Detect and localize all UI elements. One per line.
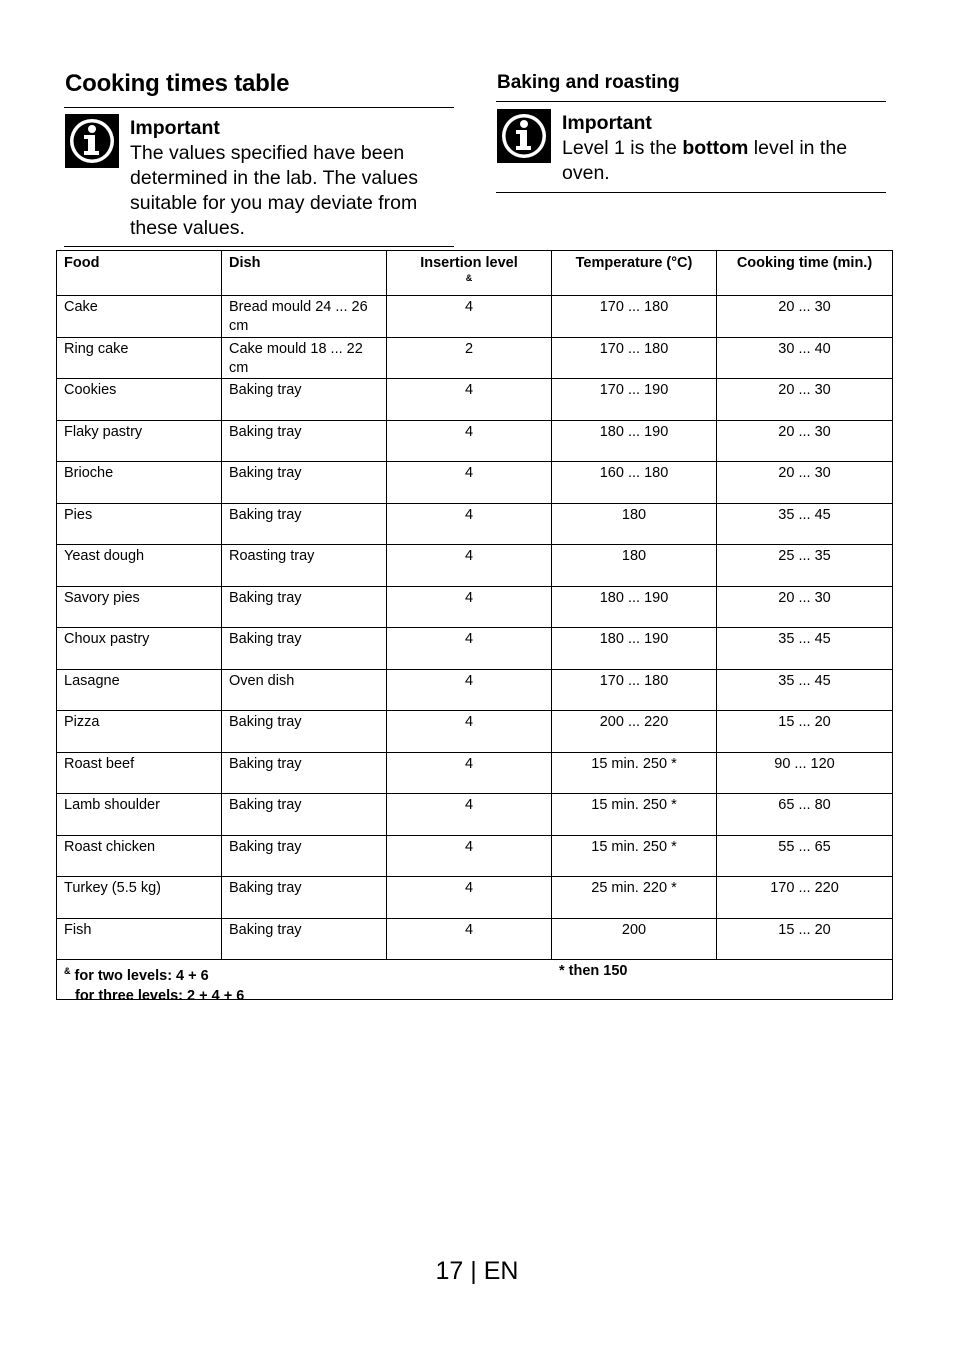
cell-temperature: 170 ... 180: [552, 296, 717, 338]
table-row: [57, 296, 893, 338]
cell-cooking-time: 35 ... 45: [717, 628, 893, 670]
divider: [64, 107, 454, 108]
cell-insertion-level: 4: [387, 462, 552, 504]
cell-insertion-level: 4: [387, 628, 552, 670]
info-icon: [497, 109, 551, 163]
cell-temperature: 200 ... 220: [552, 711, 717, 753]
cell-food: Roast chicken: [57, 835, 222, 877]
cell-dish: Oven dish: [222, 669, 387, 711]
note-text: The values specified have been determined in the lab. The values suitable for you may deviate from these values.: [130, 142, 418, 239]
footnote-mark: &: [465, 273, 473, 283]
cooking-times-table: [56, 250, 892, 1004]
cell-insertion-level: 4: [387, 794, 552, 836]
cell-temperature: 180: [552, 503, 717, 545]
cell-food: Turkey (5.5 kg): [57, 877, 222, 919]
table-row: [57, 711, 893, 753]
column-header-dish: Dish: [222, 251, 387, 296]
cell-food: Ring cake: [57, 337, 222, 379]
table-row: [57, 835, 893, 877]
cell-food: Cake: [57, 296, 222, 338]
cell-insertion-level: 4: [387, 918, 552, 960]
cell-cooking-time: 20 ... 30: [717, 379, 893, 421]
table-row: [57, 669, 893, 711]
note-heading: Important: [130, 117, 220, 139]
cell-cooking-time: 35 ... 45: [717, 669, 893, 711]
cell-cooking-time: 55 ... 65: [717, 835, 893, 877]
table-row: [57, 462, 893, 504]
cell-cooking-time: 35 ... 45: [717, 503, 893, 545]
cell-cooking-time: 15 ... 20: [717, 711, 893, 753]
cell-cooking-time: 15 ... 20: [717, 918, 893, 960]
cell-temperature: 15 min. 250 *: [552, 752, 717, 794]
footnote-line: for two levels: 4 + 6: [70, 968, 209, 984]
cell-temperature: 180 ... 190: [552, 420, 717, 462]
cell-dish: Baking tray: [222, 711, 387, 753]
cell-food: Flaky pastry: [57, 420, 222, 462]
table-row: [57, 918, 893, 960]
table-row: [57, 586, 893, 628]
cell-dish: Baking tray: [222, 794, 387, 836]
column-header-label: Insertion level: [420, 255, 518, 271]
column-header-food: Food: [57, 251, 222, 296]
footnote-star: * then 150: [559, 963, 628, 979]
cell-temperature: 180 ... 190: [552, 628, 717, 670]
cell-food: Lasagne: [57, 669, 222, 711]
cell-dish: Baking tray: [222, 420, 387, 462]
cell-food: Choux pastry: [57, 628, 222, 670]
cell-dish: Baking tray: [222, 379, 387, 421]
cell-dish: Roasting tray: [222, 545, 387, 587]
cell-insertion-level: 4: [387, 296, 552, 338]
note-text-part: level in the oven.: [562, 137, 848, 184]
note-text-bold: bottom: [682, 137, 749, 159]
table-row: [57, 628, 893, 670]
table-row: [57, 503, 893, 545]
cell-insertion-level: 2: [387, 337, 552, 379]
cell-food: Roast beef: [57, 752, 222, 794]
cell-insertion-level: 4: [387, 586, 552, 628]
cell-insertion-level: 4: [387, 379, 552, 421]
cell-temperature: 15 min. 250 *: [552, 835, 717, 877]
cell-cooking-time: 20 ... 30: [717, 586, 893, 628]
cell-insertion-level: 4: [387, 752, 552, 794]
cell-dish: Baking tray: [222, 877, 387, 919]
cell-food: Lamb shoulder: [57, 794, 222, 836]
cell-insertion-level: 4: [387, 420, 552, 462]
page-title: Cooking times table: [65, 70, 290, 97]
cell-temperature: 180 ... 190: [552, 586, 717, 628]
table-row: [57, 545, 893, 587]
cell-food: Brioche: [57, 462, 222, 504]
cell-insertion-level: 4: [387, 669, 552, 711]
cell-temperature: 170 ... 180: [552, 337, 717, 379]
note-text: [562, 136, 882, 186]
cell-insertion-level: 4: [387, 711, 552, 753]
footnote-levels: [64, 961, 244, 1006]
cell-cooking-time: 30 ... 40: [717, 337, 893, 379]
cell-insertion-level: 4: [387, 835, 552, 877]
cell-dish: Cake mould 18 ... 22 cm: [222, 337, 387, 379]
cell-temperature: 180: [552, 545, 717, 587]
cell-temperature: 15 min. 250 *: [552, 794, 717, 836]
cell-dish: Baking tray: [222, 462, 387, 504]
column-header-temperature: Temperature (°C): [552, 251, 717, 296]
column-header-cooking-time: Cooking time (min.): [717, 251, 893, 296]
cell-dish: Bread mould 24 ... 26 cm: [222, 296, 387, 338]
cell-cooking-time: 20 ... 30: [717, 462, 893, 504]
page-number: 17 | EN: [435, 1257, 519, 1285]
table-row: [57, 752, 893, 794]
cell-temperature: 200: [552, 918, 717, 960]
divider: [64, 246, 454, 247]
cell-cooking-time: 20 ... 30: [717, 420, 893, 462]
table-row: [57, 379, 893, 421]
cell-temperature: 25 min. 220 *: [552, 877, 717, 919]
cell-temperature: 160 ... 180: [552, 462, 717, 504]
cell-food: Savory pies: [57, 586, 222, 628]
table-row: [57, 877, 893, 919]
table-footnote-row: [57, 960, 893, 1000]
footnote-cell: [57, 960, 893, 1004]
cell-food: Pizza: [57, 711, 222, 753]
table-row: [57, 420, 893, 462]
cell-cooking-time: 90 ... 120: [717, 752, 893, 794]
table-header-row: [57, 251, 893, 296]
cell-insertion-level: 4: [387, 877, 552, 919]
cell-cooking-time: 25 ... 35: [717, 545, 893, 587]
cell-food: Yeast dough: [57, 545, 222, 587]
important-note: [130, 116, 450, 241]
divider: [496, 192, 886, 193]
cell-dish: Baking tray: [222, 752, 387, 794]
cell-food: Fish: [57, 918, 222, 960]
cell-temperature: 170 ... 190: [552, 379, 717, 421]
note-heading: Important: [562, 112, 652, 134]
cell-cooking-time: 20 ... 30: [717, 296, 893, 338]
table-row: [57, 794, 893, 836]
cell-food: Pies: [57, 503, 222, 545]
footnote-mark: &: [64, 966, 71, 976]
important-note: [562, 111, 882, 186]
cell-dish: Baking tray: [222, 835, 387, 877]
cell-cooking-time: 170 ... 220: [717, 877, 893, 919]
section-title: Baking and roasting: [497, 72, 680, 93]
cell-cooking-time: 65 ... 80: [717, 794, 893, 836]
cell-dish: Baking tray: [222, 503, 387, 545]
cell-dish: Baking tray: [222, 918, 387, 960]
cell-insertion-level: 4: [387, 503, 552, 545]
cell-dish: Baking tray: [222, 586, 387, 628]
cell-food: Cookies: [57, 379, 222, 421]
note-text-part: Level 1 is the: [562, 137, 683, 159]
info-icon: [65, 114, 119, 168]
footnote-line: for three levels: 2 + 4 + 6: [75, 988, 245, 1004]
cell-temperature: 170 ... 180: [552, 669, 717, 711]
cell-dish: Baking tray: [222, 628, 387, 670]
divider: [496, 101, 886, 102]
column-header-insertion-level: [387, 251, 552, 296]
table-row: [57, 337, 893, 379]
cell-insertion-level: 4: [387, 545, 552, 587]
